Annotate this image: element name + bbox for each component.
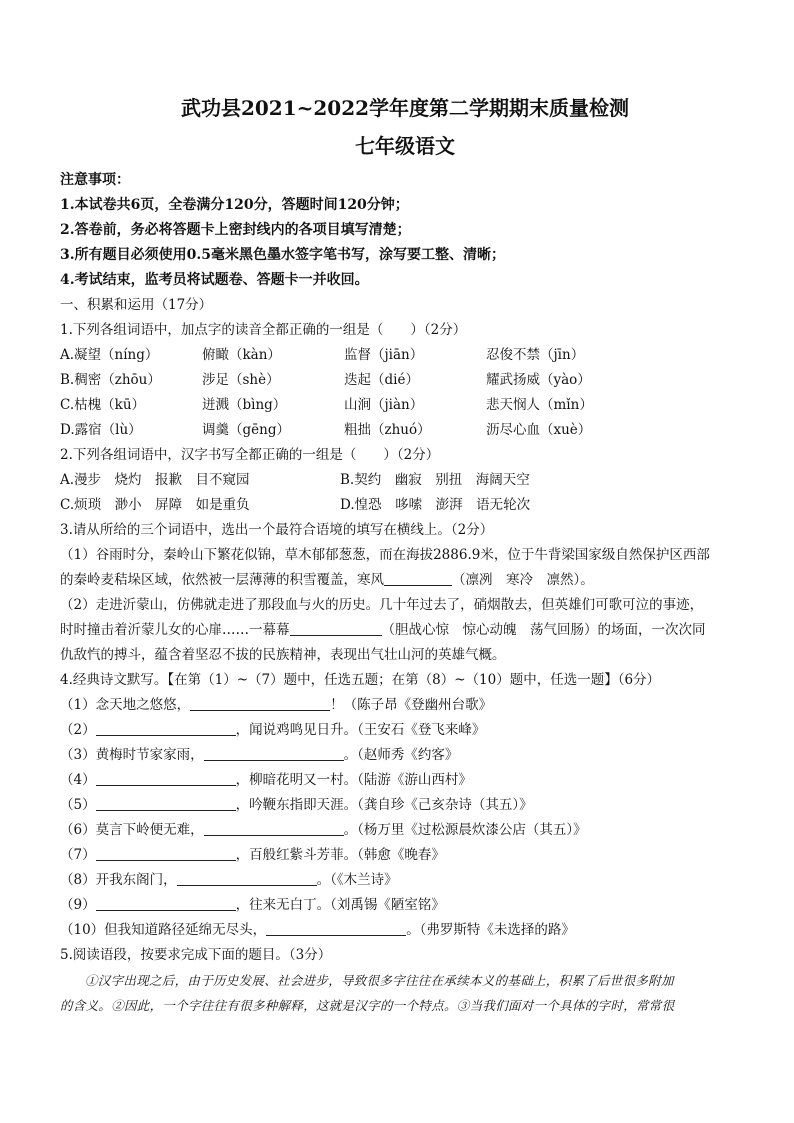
q1-option: 迸溅（bìng） — [202, 397, 287, 413]
q1-option: 沥尽心血（xuè） — [486, 422, 592, 438]
q5-passage: 的含义。②因此，一个字往往有很多种解释，这就是汉字的一个特点。③当我们面对一个具体的字时，常常很 — [60, 998, 675, 1013]
q4-item — [60, 843, 750, 868]
q1-option-row — [60, 393, 750, 418]
q4-item-post: ，吟鞭东指即天涯。（龚自珍《己亥杂诗（其五）》 — [235, 797, 533, 813]
answer-blank[interactable] — [204, 821, 344, 836]
q4-item — [60, 893, 750, 918]
q1-option: C.枯槐（kū） — [60, 397, 146, 413]
q1-option: 迭起（dié） — [344, 372, 419, 388]
answer-blank[interactable] — [190, 696, 330, 711]
q4-stem: 4.经典诗文默写。【在第（1）~（7）题中，任选五题；在第（8）~（10）题中，任选一题】（6分） — [60, 672, 661, 688]
q2-option-row — [60, 493, 750, 518]
section-heading: 一、积累和运用（17分） — [60, 297, 213, 313]
exam-page — [60, 96, 750, 1018]
q1-option: 俯瞰（kàn） — [202, 347, 281, 363]
q1-option: D.露宿（lù） — [60, 422, 142, 438]
q1-option-row — [60, 343, 750, 368]
answer-blank[interactable] — [384, 571, 452, 586]
q1-option: 忍俊不禁（jīn） — [486, 347, 585, 363]
q3-text: 仇敌忾的搏斗，蕴含着坚忍不拔的民族精神，表现出气壮山河的英雄气概。 — [60, 647, 506, 663]
answer-blank[interactable] — [96, 771, 236, 786]
q1-stem: 1.下列各组词语中，加点字的读音全都正确的一组是（ ）（2分） — [60, 322, 467, 338]
notice-heading: 注意事项： — [60, 172, 130, 188]
q4-item-pre: （10）但我知道路径延绵无尽头， — [60, 922, 267, 938]
q1-option: A.凝望（níng） — [60, 347, 159, 363]
q4-item-pre: （5） — [60, 797, 96, 813]
q4-item-post: ！（陈子昂《登幽州台歌》 — [330, 697, 493, 713]
q4-item-post: 。（赵师秀《约客》 — [343, 747, 459, 763]
q1-option: 监督（jiān） — [344, 347, 424, 363]
answer-blank[interactable] — [266, 921, 406, 936]
q3-text — [60, 618, 750, 643]
q1-option: B.稠密（zhōu） — [60, 372, 161, 388]
q4-item-pre: （9） — [60, 897, 96, 913]
q5-passage: ①汉字出现之后，由于历史发展、社会进步，导致很多字往往在承续本义的基础上，积累了后世很多附加 — [85, 973, 674, 988]
exam-subtitle: 七年级语文 — [355, 134, 455, 158]
q4-item — [60, 768, 750, 793]
q4-item-pre: （2） — [60, 722, 96, 738]
q3-text-part: 的秦岭麦秸垛区域，依然被一层薄薄的积雪覆盖，寒风 — [60, 572, 384, 588]
answer-blank[interactable] — [96, 896, 236, 911]
q3-text — [60, 568, 750, 593]
q4-item — [60, 793, 750, 818]
q4-item-post: 。（杨万里《过松源晨炊漆公店（其五）》 — [343, 822, 587, 838]
q1-option: 山涧（jiàn） — [344, 397, 424, 413]
q3-text: （1）谷雨时分，秦岭山下繁花似锦，草木郁郁葱葱，而在海拔2886.9米，位于牛背梁国家级自然保护区西部 — [60, 547, 710, 563]
q1-option: 耀武扬威（yào） — [486, 372, 591, 388]
q3-text: （2）走进沂蒙山，仿佛就走进了那段血与火的历史。几十年过去了，硝烟散去，但英雄们可歌可泣的事迹， — [60, 597, 704, 613]
q1-option: 调羹（gēng） — [202, 422, 290, 438]
q2-option: C.烦琐 渺小 屏障 如是重负 — [60, 497, 250, 513]
q1-option: 悲天悯人（mǐn） — [486, 397, 593, 413]
q4-item-pre: （6）莫言下岭便无难， — [60, 822, 204, 838]
notice-item: 3.所有题目必须使用0.5毫米黑色墨水签字笔书写，涂写要工整、清晰； — [60, 247, 505, 263]
notice-item: 2.答卷前，务必将答题卡上密封线内的各项目填写清楚； — [60, 222, 411, 238]
q4-item-pre: （8）开我东阁门， — [60, 872, 177, 888]
q2-option-row — [60, 468, 750, 493]
q3-text-part: （胆战心惊 惊心动魄 荡气回肠）的场面，一次次同 — [381, 622, 706, 638]
answer-blank[interactable] — [177, 871, 317, 886]
q4-item — [60, 918, 750, 943]
q2-stem: 2.下列各组词语中，汉字书写全都正确的一组是（ ）（2分） — [60, 447, 440, 463]
q1-option-row — [60, 418, 750, 443]
q4-item-post: ，闻说鸡鸣见日升。（王安石《登飞来峰》 — [235, 722, 486, 738]
q4-item — [60, 718, 750, 743]
q2-option: B.契约 幽寂 别扭 海阔天空 — [340, 472, 530, 488]
answer-blank[interactable] — [204, 746, 344, 761]
q4-item — [60, 693, 750, 718]
q4-item-post: ，往来无白丁。（刘禹锡《陋室铭》 — [235, 897, 445, 913]
notice-item: 4.考试结束，监考员将试题卷、答题卡一并收回。 — [60, 272, 369, 288]
q4-item — [60, 743, 750, 768]
q4-item-post: 。（弗罗斯特《未选择的路》 — [406, 922, 575, 938]
exam-title: 武功县2021~2022学年度第二学期期末质量检测 — [180, 96, 630, 120]
q4-item — [60, 818, 750, 843]
q4-item-pre: （1）念天地之悠悠， — [60, 697, 191, 713]
q4-item-pre: （3）黄梅时节家家雨， — [60, 747, 204, 763]
answer-blank[interactable] — [96, 721, 236, 736]
q4-item-post: ，百般红紫斗芳菲。（韩愈《晚春》 — [235, 847, 445, 863]
q2-option: D.惶恐 哆嗦 澎湃 语无轮次 — [340, 497, 531, 513]
q1-option-row — [60, 368, 750, 393]
q3-stem: 3.请从所给的三个词语中，选出一个最符合语境的填写在横线上。（2分） — [60, 522, 494, 538]
notice-item: 1.本试卷共6页，全卷满分120分，答题时间120分钟； — [60, 197, 409, 213]
q3-text-part: （凛冽 寒冷 凛然）。 — [452, 572, 594, 588]
q4-item-post: 。（《木兰诗》 — [316, 872, 398, 888]
q4-item-pre: （4） — [60, 772, 96, 788]
q4-item — [60, 868, 750, 893]
q4-item-pre: （7） — [60, 847, 96, 863]
q3-text-part: 时时撞击着沂蒙儿女的心扉……一幕幕 — [60, 622, 290, 638]
q1-option: 粗拙（zhuó） — [344, 422, 431, 438]
q1-option: 涉足（shè） — [202, 372, 280, 388]
q2-option: A.漫步 烧灼 报歉 目不窥园 — [60, 472, 250, 488]
answer-blank[interactable] — [96, 796, 236, 811]
q5-stem: 5.阅读语段，按要求完成下面的题目。（3分） — [60, 947, 332, 963]
q4-item-post: ，柳暗花明又一村。（陆游《游山西村》 — [235, 772, 472, 788]
answer-blank[interactable] — [290, 621, 382, 636]
answer-blank[interactable] — [96, 846, 236, 861]
